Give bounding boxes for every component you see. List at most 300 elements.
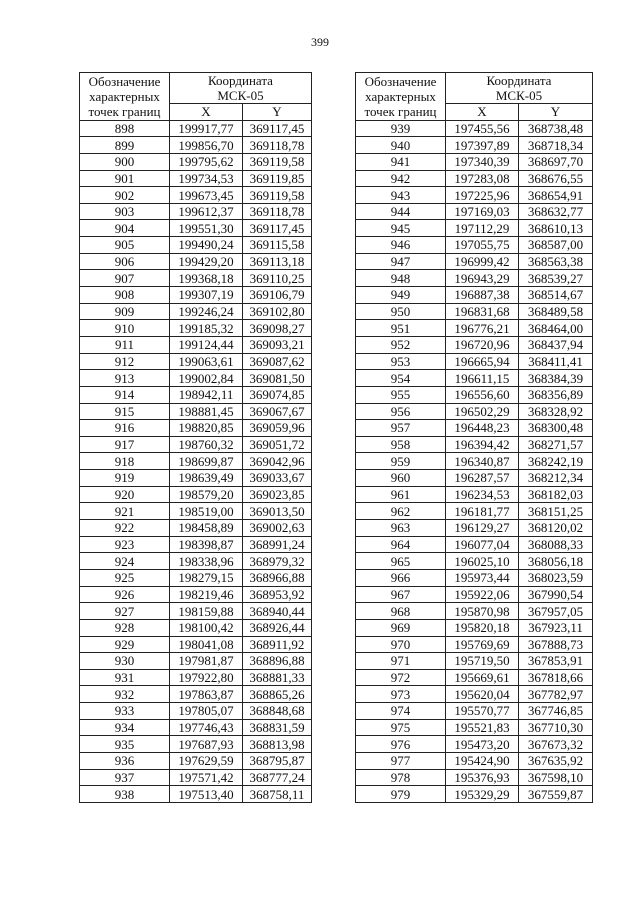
point-number-cell: 934 [80,719,170,736]
table-header [80,73,312,121]
y-coordinate-cell: 369117,45 [243,220,312,237]
point-number-cell: 937 [80,769,170,786]
point-number-cell: 898 [80,120,170,137]
table-row [80,170,312,187]
y-coordinate-cell: 369106,79 [243,287,312,304]
table-row [356,137,593,154]
point-number-cell: 926 [80,586,170,603]
header-y: Y [519,104,593,121]
point-number-cell: 956 [356,403,446,420]
x-coordinate-cell: 198639,49 [170,470,243,487]
x-coordinate-cell: 195870,98 [446,603,519,620]
point-number-cell: 946 [356,237,446,254]
table-row [356,470,593,487]
table-row [80,586,312,603]
x-coordinate-cell: 195769,69 [446,636,519,653]
y-coordinate-cell: 369059,96 [243,420,312,437]
table-row [80,287,312,304]
table-header [356,73,593,121]
y-coordinate-cell: 368437,94 [519,336,593,353]
point-number-cell: 952 [356,336,446,353]
point-number-cell: 951 [356,320,446,337]
x-coordinate-cell: 196611,15 [446,370,519,387]
y-coordinate-cell: 369119,58 [243,153,312,170]
x-coordinate-cell: 197225,96 [446,187,519,204]
y-coordinate-cell: 368023,59 [519,569,593,586]
x-coordinate-cell: 199673,45 [170,187,243,204]
x-coordinate-cell: 199429,20 [170,253,243,270]
point-number-cell: 933 [80,703,170,720]
point-number-cell: 922 [80,520,170,537]
x-coordinate-cell: 196287,57 [446,470,519,487]
x-coordinate-cell: 196234,53 [446,486,519,503]
y-coordinate-cell: 367746,85 [519,703,593,720]
point-number-cell: 960 [356,470,446,487]
y-coordinate-cell: 367710,30 [519,719,593,736]
point-number-cell: 970 [356,636,446,653]
point-number-cell: 908 [80,287,170,304]
x-coordinate-cell: 195329,29 [446,786,519,803]
x-coordinate-cell: 197805,07 [170,703,243,720]
y-coordinate-cell: 369113,18 [243,253,312,270]
table-row [80,603,312,620]
coordinates-table-left [79,72,312,803]
point-number-cell: 932 [80,686,170,703]
x-coordinate-cell: 196077,04 [446,536,519,553]
table-row [80,520,312,537]
y-coordinate-cell: 369118,78 [243,203,312,220]
y-coordinate-cell: 368539,27 [519,270,593,287]
point-number-cell: 935 [80,736,170,753]
x-coordinate-cell: 199734,53 [170,170,243,187]
y-coordinate-cell: 368865,26 [243,686,312,703]
y-coordinate-cell: 369042,96 [243,453,312,470]
table-row [356,303,593,320]
y-coordinate-cell: 368271,57 [519,436,593,453]
x-coordinate-cell: 197863,87 [170,686,243,703]
table-row [80,736,312,753]
y-coordinate-cell: 368514,67 [519,287,593,304]
header-point-label: Обозначение характерных точек границ [356,73,446,121]
y-coordinate-cell: 368738,48 [519,120,593,137]
x-coordinate-cell: 196448,23 [446,420,519,437]
table-row [356,336,593,353]
y-coordinate-cell: 367782,97 [519,686,593,703]
x-coordinate-cell: 196776,21 [446,320,519,337]
point-number-cell: 912 [80,353,170,370]
table-row [80,569,312,586]
point-number-cell: 936 [80,752,170,769]
point-number-cell: 977 [356,752,446,769]
y-coordinate-cell: 368831,59 [243,719,312,736]
y-coordinate-cell: 368182,03 [519,486,593,503]
y-coordinate-cell: 369119,85 [243,170,312,187]
point-number-cell: 955 [356,386,446,403]
x-coordinate-cell: 198881,45 [170,403,243,420]
point-number-cell: 974 [356,703,446,720]
y-coordinate-cell: 369115,58 [243,237,312,254]
table-row [80,420,312,437]
header-point-label: Обозначение характерных точек границ [80,73,170,121]
x-coordinate-cell: 195473,20 [446,736,519,753]
y-coordinate-cell: 369093,21 [243,336,312,353]
table-row [356,603,593,620]
table-row [80,303,312,320]
y-coordinate-cell: 368697,70 [519,153,593,170]
table-row [80,386,312,403]
table-row [356,669,593,686]
y-coordinate-cell: 368464,00 [519,320,593,337]
y-coordinate-cell: 368848,68 [243,703,312,720]
y-coordinate-cell: 368384,39 [519,370,593,387]
point-number-cell: 973 [356,686,446,703]
y-coordinate-cell: 369117,45 [243,120,312,137]
header-x: X [170,104,243,121]
x-coordinate-cell: 199917,77 [170,120,243,137]
x-coordinate-cell: 197397,89 [446,137,519,154]
table-row [356,187,593,204]
table-row [356,703,593,720]
table-row [80,719,312,736]
y-coordinate-cell: 368088,33 [519,536,593,553]
table-row [356,752,593,769]
point-number-cell: 915 [80,403,170,420]
point-number-cell: 940 [356,137,446,154]
x-coordinate-cell: 198041,08 [170,636,243,653]
point-number-cell: 914 [80,386,170,403]
point-number-cell: 910 [80,320,170,337]
point-number-cell: 938 [80,786,170,803]
x-coordinate-cell: 197746,43 [170,719,243,736]
y-coordinate-cell: 368151,25 [519,503,593,520]
table-row [356,237,593,254]
point-number-cell: 947 [356,253,446,270]
table-row [80,619,312,636]
page-number: 399 [311,35,329,49]
x-coordinate-cell: 198458,89 [170,520,243,537]
table-row [356,520,593,537]
y-coordinate-cell: 369098,27 [243,320,312,337]
y-coordinate-cell: 368489,58 [519,303,593,320]
point-number-cell: 948 [356,270,446,287]
y-coordinate-cell: 368896,88 [243,653,312,670]
x-coordinate-cell: 196665,94 [446,353,519,370]
y-coordinate-cell: 368056,18 [519,553,593,570]
table-row [356,586,593,603]
point-number-cell: 979 [356,786,446,803]
x-coordinate-cell: 197112,29 [446,220,519,237]
point-number-cell: 975 [356,719,446,736]
table-row [356,436,593,453]
y-coordinate-cell: 367635,92 [519,752,593,769]
table-row [356,153,593,170]
y-coordinate-cell: 368966,88 [243,569,312,586]
y-coordinate-cell: 368356,89 [519,386,593,403]
table-row [356,553,593,570]
point-number-cell: 976 [356,736,446,753]
table-row [80,536,312,553]
point-number-cell: 900 [80,153,170,170]
point-number-cell: 928 [80,619,170,636]
y-coordinate-cell: 367818,66 [519,669,593,686]
x-coordinate-cell: 198219,46 [170,586,243,603]
x-coordinate-cell: 199856,70 [170,137,243,154]
table-row [80,237,312,254]
point-number-cell: 954 [356,370,446,387]
y-coordinate-cell: 369067,67 [243,403,312,420]
x-coordinate-cell: 195973,44 [446,569,519,586]
point-number-cell: 939 [356,120,446,137]
point-number-cell: 965 [356,553,446,570]
table-row [356,503,593,520]
y-coordinate-cell: 368953,92 [243,586,312,603]
table-body [356,120,593,802]
table-row [356,170,593,187]
x-coordinate-cell: 197981,87 [170,653,243,670]
table-row [80,636,312,653]
table-row [80,703,312,720]
y-coordinate-cell: 369081,50 [243,370,312,387]
x-coordinate-cell: 197922,80 [170,669,243,686]
point-number-cell: 950 [356,303,446,320]
x-coordinate-cell: 195669,61 [446,669,519,686]
point-number-cell: 958 [356,436,446,453]
point-number-cell: 927 [80,603,170,620]
table-row [80,403,312,420]
y-coordinate-cell: 367888,73 [519,636,593,653]
table-row [356,536,593,553]
table-row [80,320,312,337]
x-coordinate-cell: 199124,44 [170,336,243,353]
table-row [356,320,593,337]
point-number-cell: 923 [80,536,170,553]
point-number-cell: 969 [356,619,446,636]
table-row [356,719,593,736]
table-row [80,270,312,287]
x-coordinate-cell: 198942,11 [170,386,243,403]
y-coordinate-cell: 368610,13 [519,220,593,237]
x-coordinate-cell: 199002,84 [170,370,243,387]
x-coordinate-cell: 196887,38 [446,287,519,304]
header-coordinate: Координата МСК-05 [446,73,593,104]
table-row [356,220,593,237]
y-coordinate-cell: 368926,44 [243,619,312,636]
x-coordinate-cell: 199368,18 [170,270,243,287]
table-row [356,353,593,370]
x-coordinate-cell: 199551,30 [170,220,243,237]
x-coordinate-cell: 199795,62 [170,153,243,170]
point-number-cell: 902 [80,187,170,204]
y-coordinate-cell: 368563,38 [519,253,593,270]
table-row [356,636,593,653]
table-row [356,386,593,403]
x-coordinate-cell: 198579,20 [170,486,243,503]
table-row [80,486,312,503]
header-y: Y [243,104,312,121]
x-coordinate-cell: 197687,93 [170,736,243,753]
x-coordinate-cell: 196999,42 [446,253,519,270]
point-number-cell: 959 [356,453,446,470]
y-coordinate-cell: 368411,41 [519,353,593,370]
table-row [80,220,312,237]
point-number-cell: 916 [80,420,170,437]
table-row [80,686,312,703]
x-coordinate-cell: 199307,19 [170,287,243,304]
point-number-cell: 918 [80,453,170,470]
table-row [356,769,593,786]
y-coordinate-cell: 368881,33 [243,669,312,686]
y-coordinate-cell: 369102,80 [243,303,312,320]
y-coordinate-cell: 367923,11 [519,619,593,636]
point-number-cell: 968 [356,603,446,620]
table-row [356,287,593,304]
coordinates-table-right [355,72,593,803]
table-row [356,370,593,387]
x-coordinate-cell: 195424,90 [446,752,519,769]
point-number-cell: 904 [80,220,170,237]
x-coordinate-cell: 199612,37 [170,203,243,220]
table-row [356,486,593,503]
point-number-cell: 901 [80,170,170,187]
x-coordinate-cell: 195820,18 [446,619,519,636]
y-coordinate-cell: 368587,00 [519,237,593,254]
table-row [80,436,312,453]
point-number-cell: 921 [80,503,170,520]
y-coordinate-cell: 367598,10 [519,769,593,786]
point-number-cell: 920 [80,486,170,503]
table-row [80,786,312,803]
table-row [356,403,593,420]
point-number-cell: 903 [80,203,170,220]
point-number-cell: 942 [356,170,446,187]
point-number-cell: 919 [80,470,170,487]
y-coordinate-cell: 368758,11 [243,786,312,803]
y-coordinate-cell: 368911,92 [243,636,312,653]
y-coordinate-cell: 369118,78 [243,137,312,154]
table-row [80,752,312,769]
point-number-cell: 941 [356,153,446,170]
x-coordinate-cell: 197055,75 [446,237,519,254]
table-row [356,453,593,470]
y-coordinate-cell: 368328,92 [519,403,593,420]
y-coordinate-cell: 368676,55 [519,170,593,187]
y-coordinate-cell: 368991,24 [243,536,312,553]
table-row [80,203,312,220]
table-row [356,653,593,670]
y-coordinate-cell: 369033,67 [243,470,312,487]
table-row [80,187,312,204]
x-coordinate-cell: 197169,03 [446,203,519,220]
header-x: X [446,104,519,121]
table-row [80,353,312,370]
point-number-cell: 953 [356,353,446,370]
point-number-cell: 978 [356,769,446,786]
y-coordinate-cell: 369002,63 [243,520,312,537]
table-row [80,153,312,170]
x-coordinate-cell: 196720,96 [446,336,519,353]
x-coordinate-cell: 198699,87 [170,453,243,470]
point-number-cell: 917 [80,436,170,453]
point-number-cell: 943 [356,187,446,204]
x-coordinate-cell: 196831,68 [446,303,519,320]
x-coordinate-cell: 198820,85 [170,420,243,437]
x-coordinate-cell: 195570,77 [446,703,519,720]
x-coordinate-cell: 199185,32 [170,320,243,337]
x-coordinate-cell: 198760,32 [170,436,243,453]
x-coordinate-cell: 196340,87 [446,453,519,470]
table-body [80,120,312,802]
table-row [80,453,312,470]
x-coordinate-cell: 197513,40 [170,786,243,803]
point-number-cell: 949 [356,287,446,304]
y-coordinate-cell: 369013,50 [243,503,312,520]
table-row [80,336,312,353]
y-coordinate-cell: 367990,54 [519,586,593,603]
table-row [356,270,593,287]
point-number-cell: 925 [80,569,170,586]
y-coordinate-cell: 367673,32 [519,736,593,753]
point-number-cell: 911 [80,336,170,353]
y-coordinate-cell: 368654,91 [519,187,593,204]
y-coordinate-cell: 368940,44 [243,603,312,620]
y-coordinate-cell: 369051,72 [243,436,312,453]
x-coordinate-cell: 198519,00 [170,503,243,520]
table-row [80,137,312,154]
x-coordinate-cell: 195376,93 [446,769,519,786]
point-number-cell: 929 [80,636,170,653]
table-row [356,786,593,803]
x-coordinate-cell: 196181,77 [446,503,519,520]
point-number-cell: 961 [356,486,446,503]
x-coordinate-cell: 197571,42 [170,769,243,786]
point-number-cell: 906 [80,253,170,270]
y-coordinate-cell: 368795,87 [243,752,312,769]
x-coordinate-cell: 197455,56 [446,120,519,137]
y-coordinate-cell: 368212,34 [519,470,593,487]
x-coordinate-cell: 196556,60 [446,386,519,403]
header-coordinate: Координата МСК-05 [170,73,312,104]
x-coordinate-cell: 199490,24 [170,237,243,254]
x-coordinate-cell: 199246,24 [170,303,243,320]
table-row [356,619,593,636]
table-row [80,553,312,570]
x-coordinate-cell: 196502,29 [446,403,519,420]
point-number-cell: 962 [356,503,446,520]
y-coordinate-cell: 368242,19 [519,453,593,470]
point-number-cell: 907 [80,270,170,287]
x-coordinate-cell: 198100,42 [170,619,243,636]
table-row [356,569,593,586]
point-number-cell: 944 [356,203,446,220]
table-row [356,686,593,703]
point-number-cell: 945 [356,220,446,237]
y-coordinate-cell: 368632,77 [519,203,593,220]
y-coordinate-cell: 369074,85 [243,386,312,403]
x-coordinate-cell: 196394,42 [446,436,519,453]
y-coordinate-cell: 368120,02 [519,520,593,537]
point-number-cell: 967 [356,586,446,603]
table-row [80,470,312,487]
y-coordinate-cell: 368813,98 [243,736,312,753]
table-row [356,253,593,270]
y-coordinate-cell: 369119,58 [243,187,312,204]
table-row [356,203,593,220]
y-coordinate-cell: 367559,87 [519,786,593,803]
y-coordinate-cell: 367957,05 [519,603,593,620]
table-row [356,736,593,753]
point-number-cell: 971 [356,653,446,670]
point-number-cell: 972 [356,669,446,686]
